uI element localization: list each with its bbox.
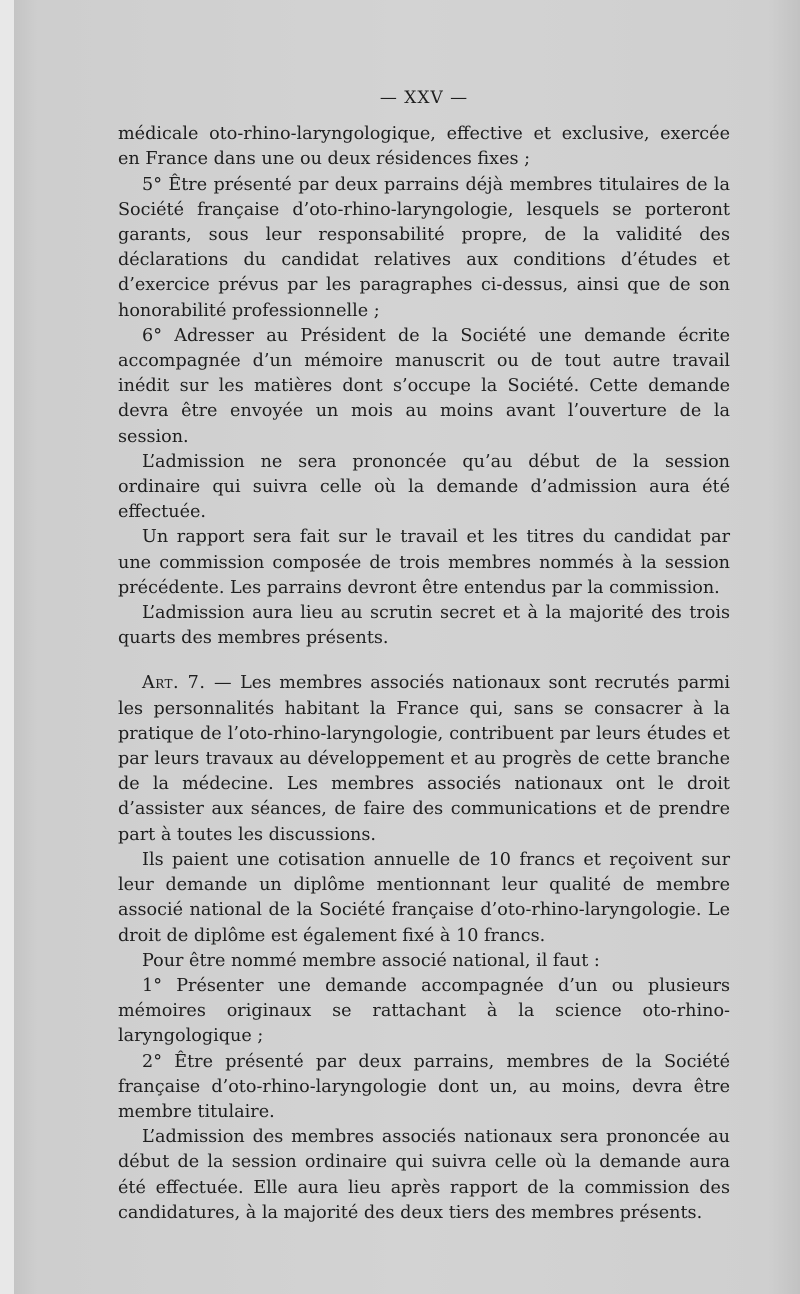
paragraph-condition-6: 6° Adresser au Président de la Société une demande écrite accompagnée d’un mémoire manuscrit ou de tout autre travail inédit sur les matières dont s’occupe la Société. Cette demande devra être envoyée un mois au moins avant l’ouverture de la session.	[118, 325, 730, 447]
article-7-text: Les membres associés nationaux sont recrutés parmi les personnalités habitant la France qui, sans se consacrer à la pratique de l’oto-rhino-laryngologie, contribuent par leurs études et par leurs travaux au développement et au progrès de cette branche de la médecine. Les membres associés nationaux ont le droit d’assister aux séances, de faire des communications et de prendre part à toutes les discussions.	[118, 673, 730, 845]
paragraph-associate-condition-2: 2° Être présenté par deux parrains, membres de la Société française d’oto-rhino-laryngologie dont un, au moins, devra être membre titulaire.	[118, 1051, 730, 1122]
page-text	[118, 86, 730, 1226]
paragraph-continuation: médicale oto-rhino-laryngologique, effective et exclusive, exercée en France dans une ou deux résidences fixes ;	[118, 124, 730, 170]
paragraph-scrutin: L’admission aura lieu au scrutin secret et à la majorité des trois quarts des membres présents.	[118, 603, 730, 649]
paragraph-report: Un rapport sera fait sur le travail et les titres du candidat par une commission composée de trois membres nommés à la session précédente. Les parrains devront être entendus par la commission.	[118, 527, 730, 598]
paragraph-associate-condition-1: 1° Présenter une demande accompagnée d’un ou plusieurs mémoires originaux se rattachant à la science oto-rhino-laryngologique ;	[118, 975, 730, 1047]
article-7-label: Art. 7. —	[142, 673, 233, 694]
page-number-header: — XXV —	[379, 88, 469, 108]
paragraph-condition-5: 5° Être présenté par deux parrains déjà membres titulaires de la Société française d’oto-rhino-laryngologie, lesquels se porteront garants, sous leur responsabilité propre, de la validité des déclarations du candidat relatives aux conditions d’études et d’exercice prévus par les paragraphes ci-dessus, ainsi que de son honorabilité professionnelle ;	[118, 174, 730, 321]
paragraph-cotisation: Ils paient une cotisation annuelle de 10 francs et reçoivent sur leur demande un diplôme mentionnant leur qualité de membre associé national de la Société française d’oto-rhino-laryngologie. Le droit de diplôme est également fixé à 10 francs.	[118, 849, 730, 946]
paragraph-conditions-intro: Pour être nommé membre associé national, il faut :	[142, 950, 600, 971]
paragraph-admission-timing: L’admission ne sera prononcée qu’au début de la session ordinaire qui suivra celle où la demande d’admission aura été effectuée.	[118, 451, 730, 523]
paragraph-associate-admission: L’admission des membres associés nationaux sera prononcée au début de la session ordinaire qui suivra celle où la demande aura été effectuée. Elle aura lieu après rapport de la commission des candidatures, à la majorité des deux tiers des membres présents.	[118, 1127, 730, 1223]
paragraph-article-7	[118, 671, 730, 847]
scan-left-margin	[0, 0, 14, 1294]
